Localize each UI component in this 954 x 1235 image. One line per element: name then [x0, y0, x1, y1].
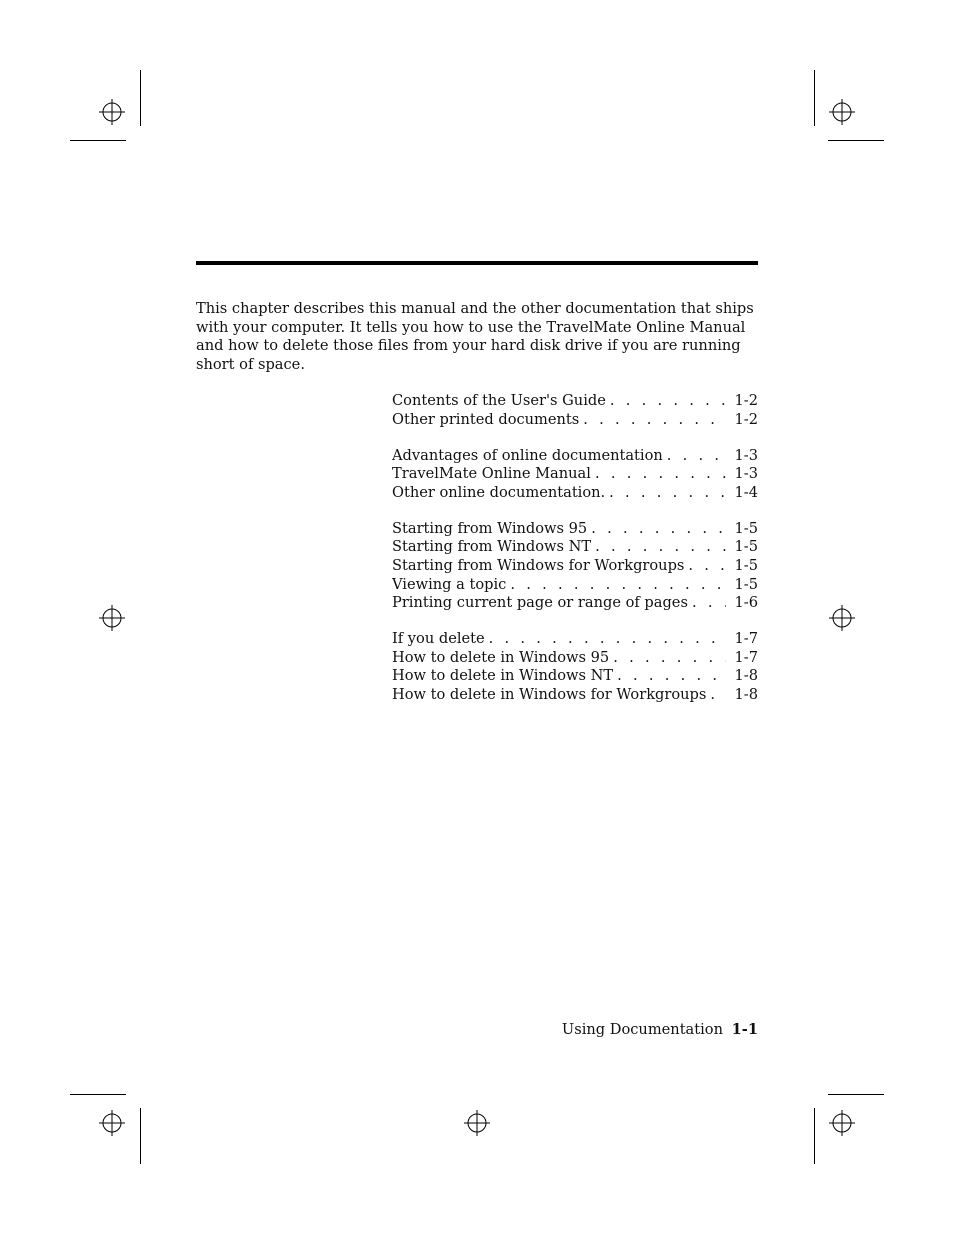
toc-item[interactable] — [392, 630, 758, 649]
toc-item-page: 1-3 — [734, 446, 758, 464]
registration-mark-icon — [829, 1110, 855, 1136]
toc-group — [392, 392, 758, 429]
toc-item-page: 1-5 — [734, 556, 758, 574]
toc-item-page: 1-8 — [734, 685, 758, 703]
toc-leader — [591, 520, 726, 539]
toc-item-label: Other online documentation. — [392, 483, 606, 501]
toc-item-label: Printing current page or range of pages — [392, 594, 688, 612]
registration-mark-icon — [829, 605, 855, 631]
toc-item-page: 1-8 — [734, 667, 758, 685]
toc-item[interactable] — [392, 538, 758, 557]
toc-item[interactable] — [392, 465, 758, 484]
crop-mark — [828, 1094, 884, 1095]
chapter-intro: This chapter describes this manual and the other documentation that ships with your computer. It tells you how to use the TravelMate Online Manual and how to delete those files from your hard disk drive if you are running short of space. — [196, 300, 754, 373]
toc-item[interactable] — [392, 576, 758, 595]
toc-leader — [510, 576, 726, 595]
toc-item[interactable] — [392, 411, 758, 430]
toc-group — [392, 447, 758, 503]
toc-item[interactable] — [392, 447, 758, 466]
crop-mark — [140, 70, 141, 126]
crop-mark — [814, 1108, 815, 1164]
toc-item-page: 1-2 — [734, 410, 758, 428]
toc-group — [392, 520, 758, 613]
toc-leader — [613, 649, 726, 668]
crop-mark — [70, 140, 126, 141]
toc-item-label: Viewing a topic — [392, 575, 507, 593]
toc-group — [392, 630, 758, 704]
toc-item-label: How to delete in Windows NT — [392, 667, 614, 685]
toc-item[interactable] — [392, 557, 758, 576]
toc-item-label: Starting from Windows for Workgroups — [392, 556, 685, 574]
registration-mark-icon — [829, 99, 855, 125]
toc-leader — [667, 447, 727, 466]
toc-item-label: Starting from Windows NT — [392, 538, 592, 556]
toc-item-page: 1-7 — [734, 648, 758, 666]
crop-mark — [140, 1108, 141, 1164]
toc-item-page: 1-2 — [734, 392, 758, 409]
toc-leader — [489, 630, 727, 649]
toc-item-page: 1-3 — [734, 465, 758, 483]
chapter-toc — [392, 392, 758, 722]
crop-mark — [814, 70, 815, 126]
toc-item[interactable] — [392, 649, 758, 668]
footer-section-title: Using Documentation — [561, 1021, 723, 1038]
toc-leader — [617, 667, 726, 686]
toc-leader — [595, 538, 726, 557]
toc-item[interactable] — [392, 392, 758, 411]
toc-leader — [688, 557, 726, 576]
toc-leader — [595, 465, 727, 484]
crop-mark — [828, 140, 884, 141]
toc-leader — [710, 686, 726, 705]
toc-item-label: If you delete — [392, 630, 485, 648]
registration-mark-icon — [99, 605, 125, 631]
page-number: 1-1 — [731, 1021, 758, 1038]
toc-leader — [583, 411, 726, 430]
crop-mark — [70, 1094, 126, 1095]
toc-item-page: 1-5 — [734, 538, 758, 556]
toc-item-page: 1-7 — [734, 630, 758, 648]
toc-item[interactable] — [392, 484, 758, 503]
toc-item[interactable] — [392, 667, 758, 686]
toc-item-label: Starting from Windows 95 — [392, 519, 588, 537]
toc-leader — [692, 594, 727, 613]
page-footer — [400, 1020, 758, 1040]
toc-item-label: How to delete in Windows 95 — [392, 648, 610, 666]
registration-mark-icon — [464, 1110, 490, 1136]
toc-item-label: Other printed documents — [392, 410, 580, 428]
toc-item-label: Contents of the User's Guide — [392, 392, 606, 409]
toc-item-page: 1-6 — [734, 594, 758, 612]
toc-item-label: Advantages of online documentation — [392, 446, 663, 464]
chapter-rule — [196, 261, 758, 265]
toc-leader — [609, 484, 726, 503]
toc-item-label: TravelMate Online Manual — [392, 465, 591, 483]
toc-item[interactable] — [392, 520, 758, 539]
toc-item-page: 1-5 — [734, 519, 758, 537]
registration-mark-icon — [99, 1110, 125, 1136]
toc-item-page: 1-5 — [734, 575, 758, 593]
toc-leader — [610, 392, 727, 411]
toc-item-label: How to delete in Windows for Workgroups — [392, 685, 707, 703]
toc-item-page: 1-4 — [734, 483, 758, 501]
toc-item[interactable] — [392, 686, 758, 705]
toc-item[interactable] — [392, 594, 758, 613]
registration-mark-icon — [99, 99, 125, 125]
